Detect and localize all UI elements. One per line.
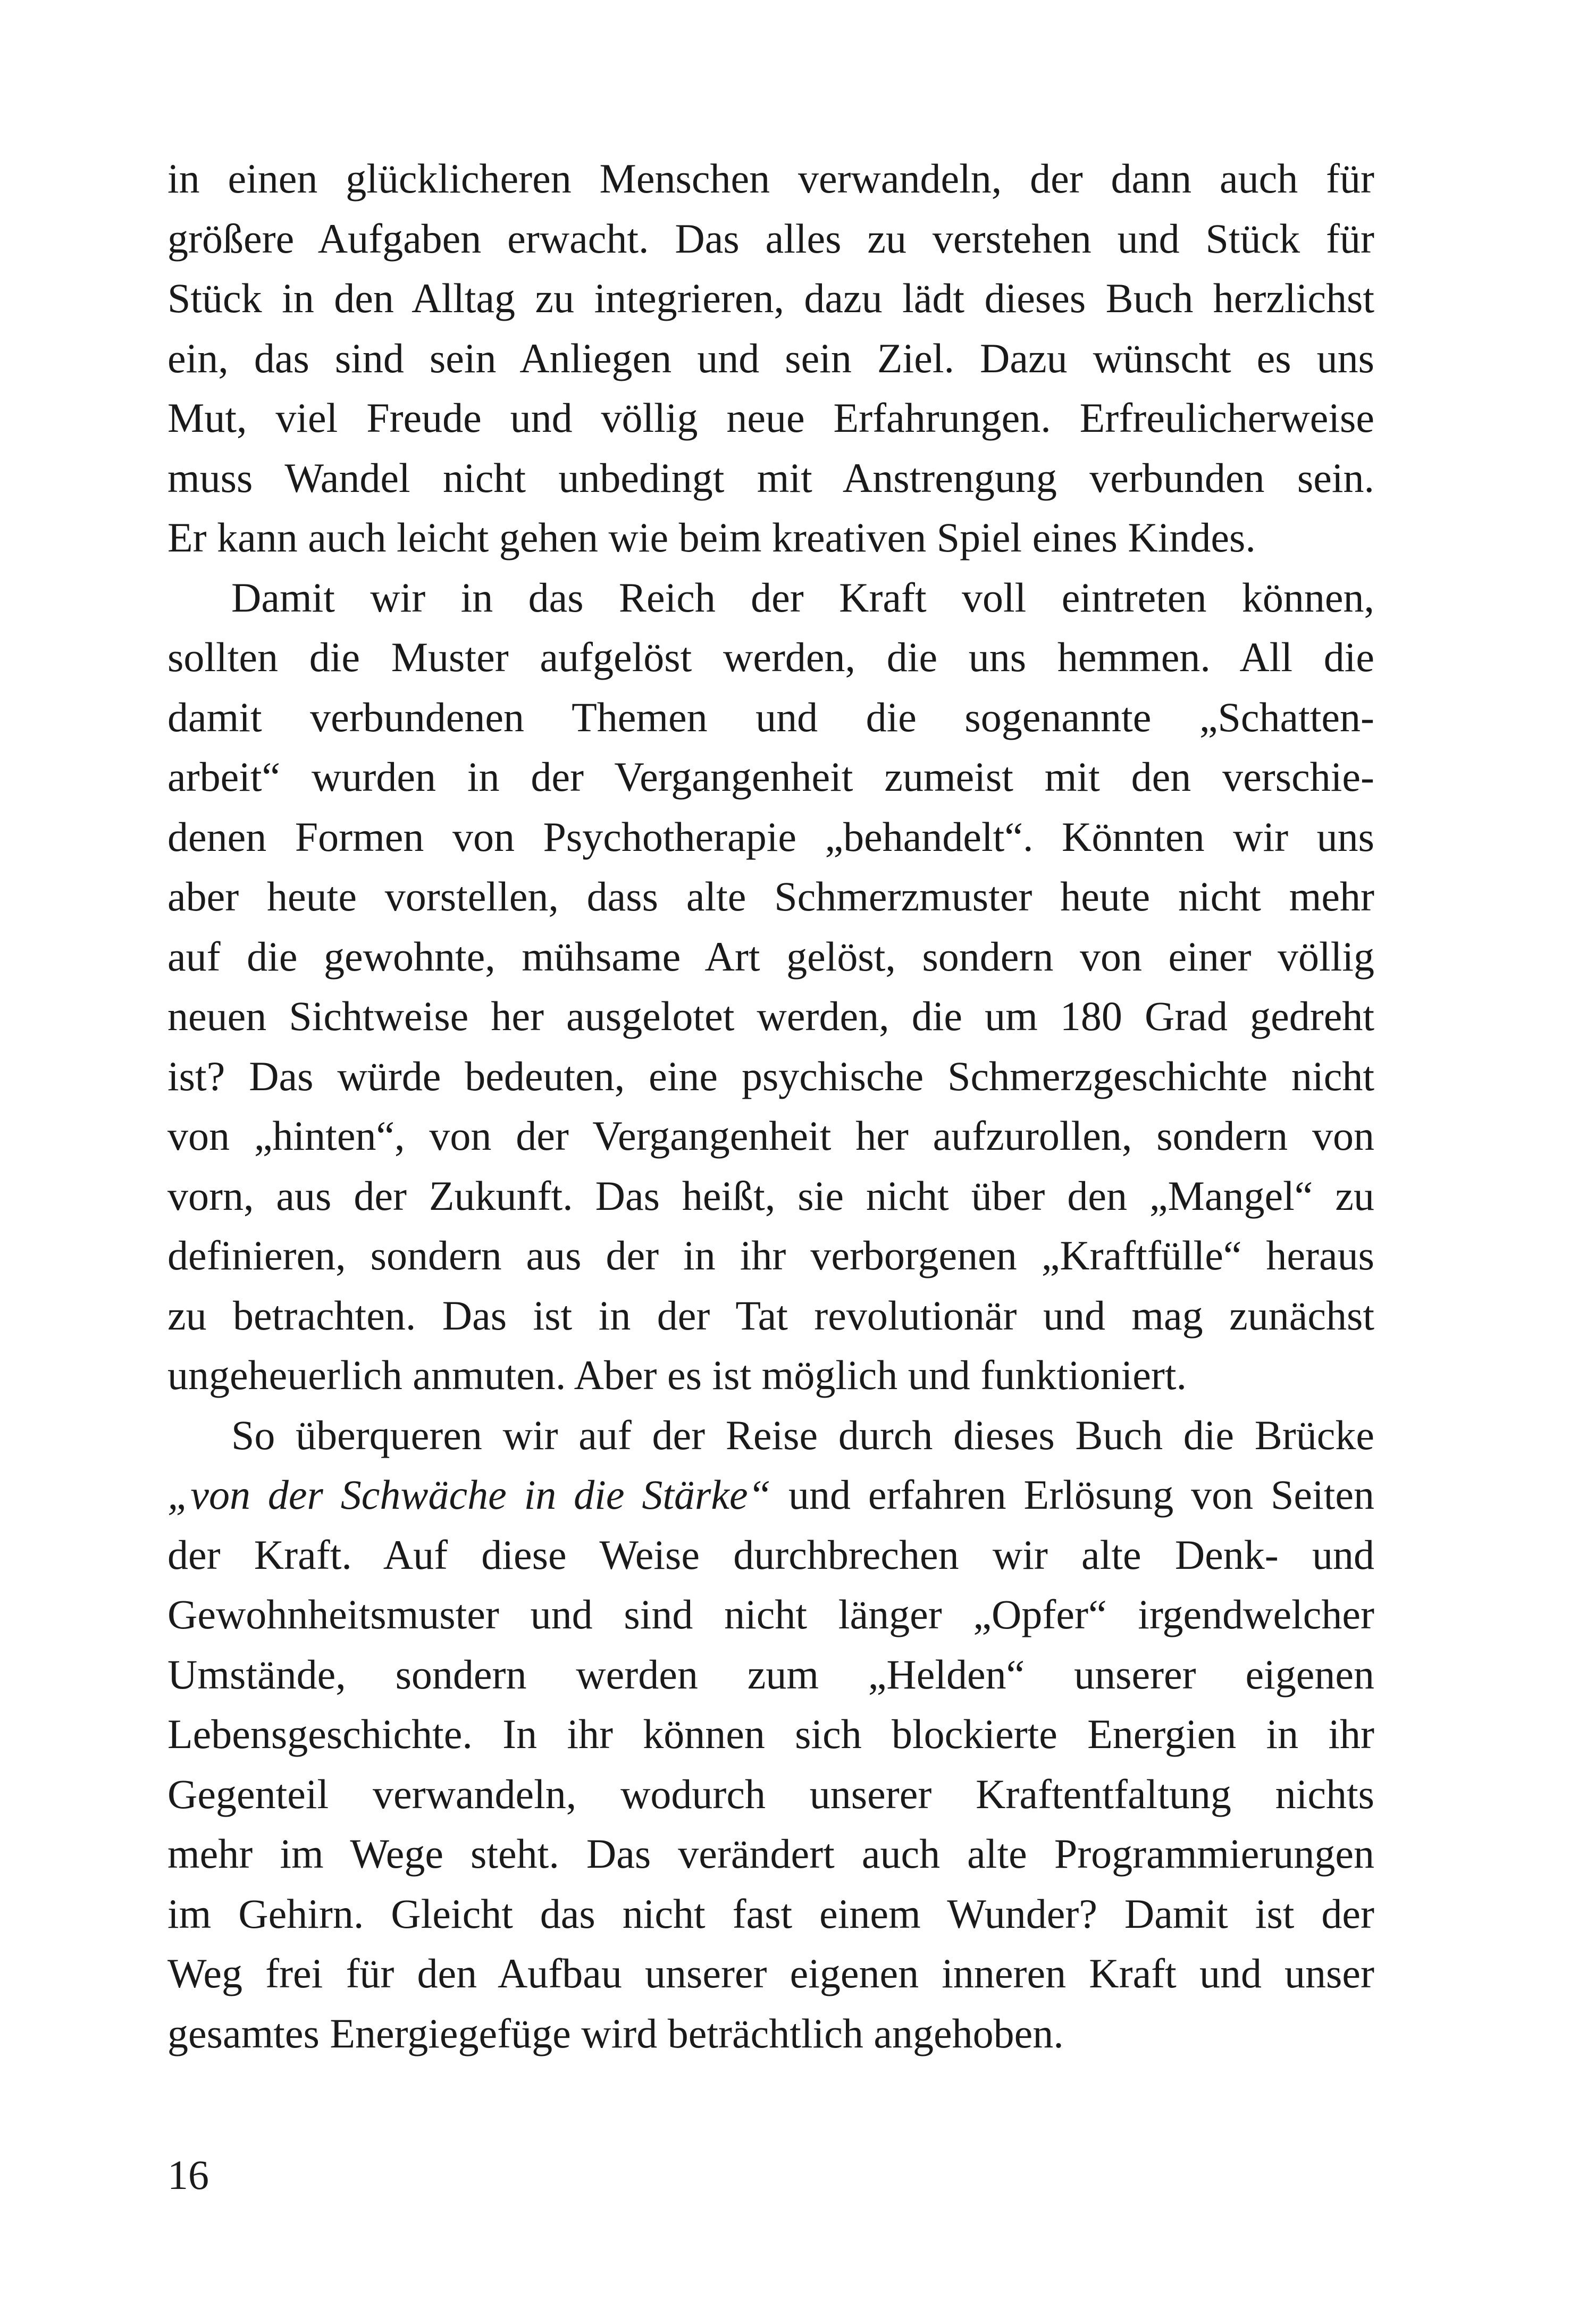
text-line: gesamtes Energiegefüge wird beträchtlich angehoben. bbox=[167, 2010, 1064, 2057]
text-line: ist? Das würde bedeuten, eine psychische Schmerzgeschichte nicht bbox=[167, 1052, 1374, 1099]
text-line: sollten die Muster aufgelöst werden, die uns hemmen. All die bbox=[167, 634, 1374, 680]
text-line: in einen glücklicheren Menschen verwandeln, der dann auch für bbox=[167, 155, 1374, 202]
text-line: der Kraft. Auf diese Weise durchbrechen wir alte Denk- und bbox=[167, 1531, 1374, 1578]
text-line: Stück in den Alltag zu integrieren, dazu lädt dieses Buch herzlichst bbox=[167, 275, 1374, 321]
text-line: zu betrachten. Das ist in der Tat revolutionär und mag zunächst bbox=[167, 1292, 1374, 1339]
text-line: größere Aufgaben erwacht. Das alles zu verstehen und Stück für bbox=[167, 215, 1374, 262]
text-line: Umstände, sondern werden zum „Helden“ unserer eigenen bbox=[167, 1651, 1374, 1698]
text-line: denen Formen von Psychotherapie „behandelt“. Könnten wir uns bbox=[167, 813, 1374, 860]
text-line: aber heute vorstellen, dass alte Schmerzmuster heute nicht mehr bbox=[167, 873, 1374, 919]
text-line: So überqueren wir auf der Reise durch dieses Buch die Brücke bbox=[231, 1411, 1374, 1458]
text-line: ein, das sind sein Anliegen und sein Ziel. Dazu wünscht es uns bbox=[167, 335, 1374, 381]
emphasized-phrase: „von der Schwäche in die Stärke“ bbox=[167, 1472, 771, 1518]
text-line: Weg frei für den Aufbau unserer eigenen inneren Kraft und unser bbox=[167, 1950, 1374, 1996]
text-line: Gegenteil verwandeln, wodurch unserer Kraftentfaltung nichts bbox=[167, 1770, 1374, 1817]
text-segment: und erfahren Erlösung von Seiten bbox=[771, 1472, 1374, 1518]
paragraph-2 bbox=[167, 568, 1374, 1406]
text-line: auf die gewohnte, mühsame Art gelöst, sondern von einer völlig bbox=[167, 933, 1374, 980]
text-line: vorn, aus der Zukunft. Das heißt, sie nicht über den „Mangel“ zu bbox=[167, 1172, 1374, 1219]
text-line: definieren, sondern aus der in ihr verborgenen „Kraftfülle“ heraus bbox=[167, 1232, 1374, 1278]
text-line: neuen Sichtweise her ausgelotet werden, die um 180 Grad gedreht bbox=[167, 993, 1374, 1039]
paragraph-1 bbox=[167, 149, 1374, 568]
text-line: von „hinten“, von der Vergangenheit her aufzurollen, sondern von bbox=[167, 1113, 1374, 1159]
text-line: Mut, viel Freude und völlig neue Erfahrungen. Erfreulicherweise bbox=[167, 395, 1374, 441]
text-line-with-emphasis bbox=[167, 1465, 1374, 1525]
text-line: muss Wandel nicht unbedingt mit Anstrengung verbunden sein. bbox=[167, 454, 1374, 501]
text-line: Lebensgeschichte. In ihr können sich blockierte Energien in ihr bbox=[167, 1711, 1374, 1757]
body-text bbox=[167, 149, 1374, 2063]
text-line: Er kann auch leicht gehen wie beim kreativen Spiel eines Kindes. bbox=[167, 514, 1256, 561]
text-line: damit verbundenen Themen und die sogenannte „Schatten- bbox=[167, 693, 1374, 740]
text-line: mehr im Wege steht. Das verändert auch alte Programmierungen bbox=[167, 1830, 1374, 1877]
page-number: 16 bbox=[167, 2152, 209, 2198]
text-line: ungeheuerlich anmuten. Aber es ist möglich und funktioniert. bbox=[167, 1352, 1187, 1398]
paragraph-3 bbox=[167, 1406, 1374, 2064]
text-line: im Gehirn. Gleicht das nicht fast einem Wunder? Damit ist der bbox=[167, 1890, 1374, 1937]
text-line: Damit wir in das Reich der Kraft voll eintreten können, bbox=[231, 574, 1374, 621]
text-line: Gewohnheitsmuster und sind nicht länger „Opfer“ irgendwelcher bbox=[167, 1591, 1374, 1637]
text-line: arbeit“ wurden in der Vergangenheit zumeist mit den verschie- bbox=[167, 754, 1374, 800]
